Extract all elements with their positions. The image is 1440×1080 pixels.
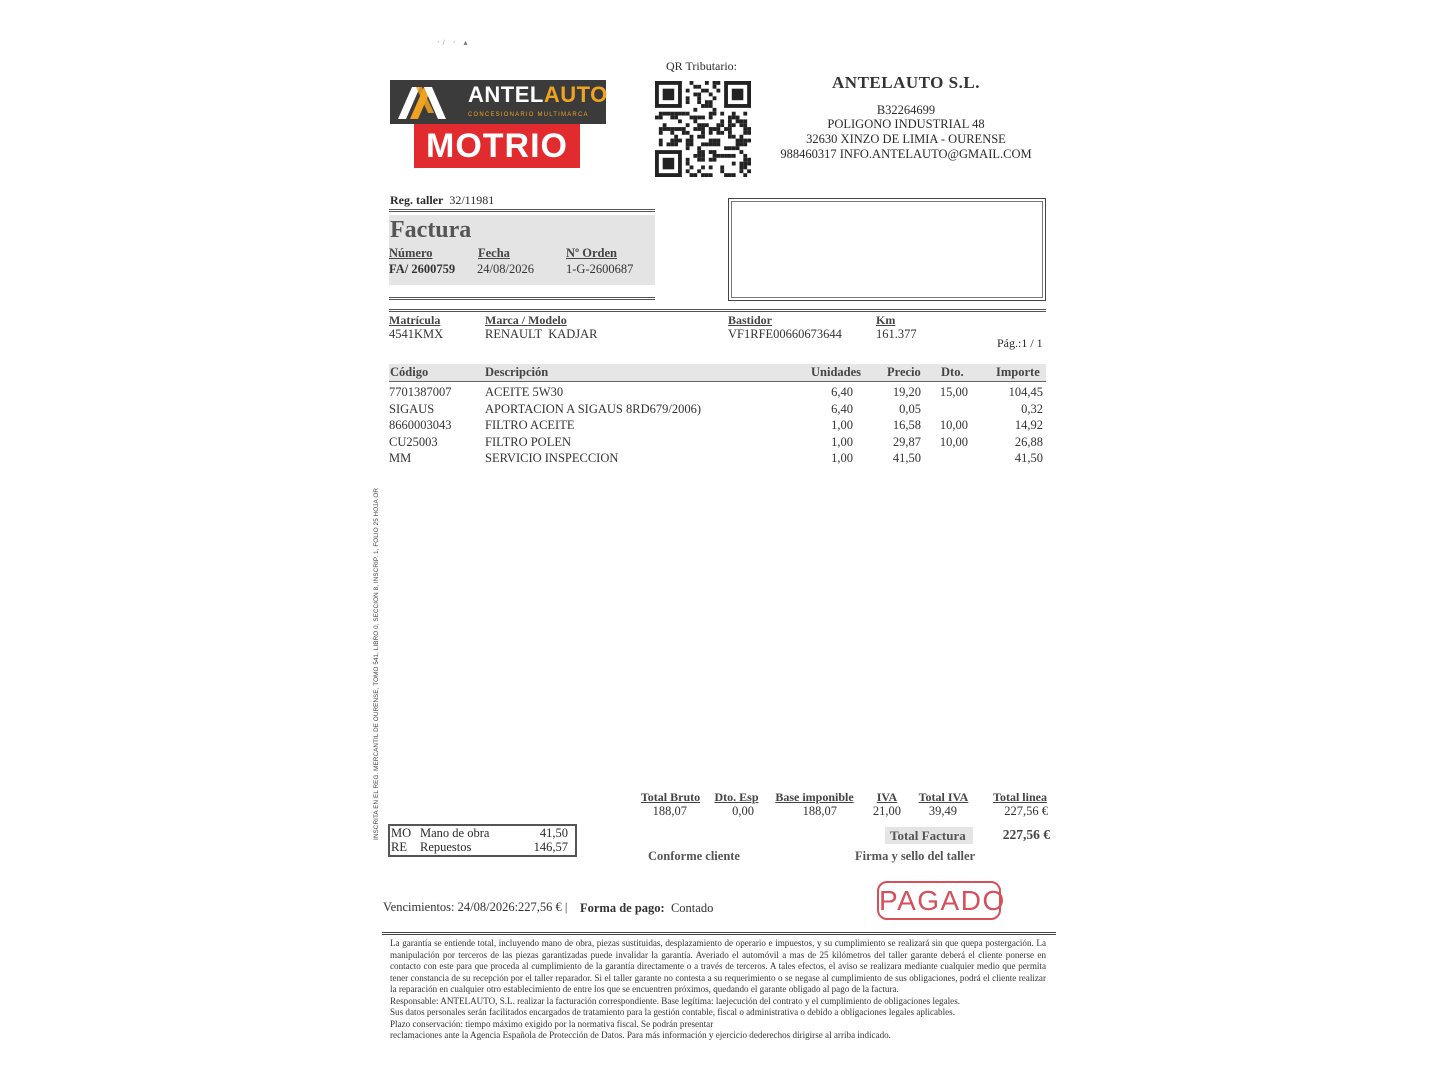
total-iva-label: Total IVA xyxy=(918,790,969,804)
cell-precio: 29,87 xyxy=(892,434,921,449)
logo-subtitle: CONCESIONARIO MULTIMARCA xyxy=(468,112,589,118)
matricula-label: Matrícula xyxy=(389,313,441,327)
table-row xyxy=(0,451,1440,468)
invoice-header-box xyxy=(389,209,655,301)
cell-unidades: 1,00 xyxy=(831,418,853,432)
km-label: Km xyxy=(876,313,896,327)
legal-text xyxy=(390,938,1046,1042)
total-linea-value: 227,56 € xyxy=(1004,804,1048,818)
logo-brand-text: ANTELAUTO xyxy=(468,82,608,107)
logo-top-band xyxy=(390,80,606,124)
company-contact: 988460317 INFO.ANTELAUTO@GMAIL.COM xyxy=(780,146,1032,161)
cell-importe: 0,32 xyxy=(1021,401,1043,416)
bastidor-value: VF1RFE00660673644 xyxy=(728,327,842,341)
bastidor-label: Bastidor xyxy=(728,313,773,327)
scan-mark: ·/ · ▴ xyxy=(437,38,471,47)
cell-importe: 104,45 xyxy=(1008,385,1043,399)
company-info xyxy=(775,73,1037,162)
cell-descripcion: APORTACION A SIGAUS 8RD679/2006) xyxy=(485,401,701,416)
paid-stamp: PAGADO xyxy=(877,881,1001,920)
forma-pago-label: Forma de pago: xyxy=(580,901,665,915)
invoice-title: Factura xyxy=(390,217,472,243)
col-descripcion: Descripción xyxy=(485,365,549,379)
total-linea-label: Total linea xyxy=(993,790,1047,804)
cell-descripcion: FILTRO POLEN xyxy=(485,434,572,449)
legal-data: Sus datos personales serán facilitados encargados de tratamiento para la gestión contable, fiscal o administrativa o debido a obligaciones legales aplicables. xyxy=(390,1007,955,1017)
reg-taller-label: Reg. taller xyxy=(390,193,444,207)
cell-descripcion: SERVICIO INSPECCION xyxy=(485,451,619,465)
registry-side-note: INSCRITA EN EL REG. MERCANTIL DE OURENSE, TOMO 541, LIBRO 0, SECCION 8, INSCRIP. 1, FOLIO 25 HOJA OR xyxy=(373,488,380,840)
cell-precio: 41,50 xyxy=(892,451,921,465)
mo-code: MO xyxy=(391,826,412,840)
total-factura-value: 227,56 € xyxy=(1002,827,1050,842)
firma-taller: Firma y sello del taller xyxy=(855,849,976,863)
company-logo xyxy=(390,80,606,170)
cell-descripcion: ACEITE 5W30 xyxy=(485,385,564,399)
total-iva-value: 39,49 xyxy=(928,804,957,818)
table-row xyxy=(0,385,1440,402)
col-codigo: Código xyxy=(390,365,429,379)
vencimientos: Vencimientos: 24/08/2026:227,56 € | xyxy=(383,900,568,914)
dto-esp-value: 0,00 xyxy=(732,804,754,818)
col-dto: Dto. xyxy=(941,365,964,379)
company-address-2: 32630 XINZO DE LIMIA - OURENSE xyxy=(806,132,1006,147)
mo-value: 41,50 xyxy=(539,826,568,840)
table-row xyxy=(0,435,1440,452)
legal-divider xyxy=(382,932,1056,935)
base-imponible-value: 188,07 xyxy=(802,804,837,818)
dto-esp-label: Dto. Esp xyxy=(714,790,759,804)
legal-responsable: Responsable: ANTELAUTO, S.L. realizar la facturación correspondiente. Base legítima: laejecución del contrato y el cumplimiento de obligaciones legales. xyxy=(390,995,961,1006)
client-box xyxy=(728,198,1046,301)
conforme-cliente: Conforme cliente xyxy=(648,849,740,863)
table-row xyxy=(0,402,1440,419)
legal-warranty: La garantía se entiende total, incluyendo mano de obra, piezas sustituidas, desplazamiento de operario e impuestos, y su cumplimiento se realizará sin que quepa postergación. La manipulación por terceros de las piezas garantizadas puede invalidar la garantía. Averiado el automóvil a mas de 25 kilómetros del taller garante deberá el cliente ponerse en contacto con este para que proceda al cumplimiento de la garantía directamente o a través de terceros. A tales efectos, el aviso se realizara mediante cualquier medio que permita tener constancia de su recepción por el taller reparador. Si el taller garante no contesta a su requerimiento o se negase al cumplimiento de sus obligaciones, podrá el cliente realizar la reparación en cualquier otro establecimiento de entre los que se encuentren próximos, quedando el garante obligado al pago de la factura. xyxy=(390,938,1046,994)
cell-importe: 14,92 xyxy=(1014,418,1043,432)
labor-parts-summary xyxy=(388,824,577,857)
cell-precio: 19,20 xyxy=(892,385,921,399)
fecha-label: Fecha xyxy=(478,246,510,260)
reg-taller-value: 32/11981 xyxy=(449,193,495,207)
vehicle-divider xyxy=(389,309,1046,312)
matricula-value: 4541KMX xyxy=(389,327,444,341)
qr-label: QR Tributario: xyxy=(666,59,738,73)
marca-value: RENAULT KADJAR xyxy=(485,327,598,341)
page-number: Pág.:1 / 1 xyxy=(997,336,1043,350)
cell-dto: 10,00 xyxy=(939,418,968,432)
cell-unidades: 1,00 xyxy=(831,451,853,465)
cell-unidades: 6,40 xyxy=(831,385,853,399)
table-row xyxy=(0,418,1440,435)
re-label: Repuestos xyxy=(420,840,472,854)
total-factura-label: Total Factura xyxy=(890,828,966,843)
invoice-number: FA/ 2600759 xyxy=(389,262,456,276)
cell-codigo: CU25003 xyxy=(389,434,438,449)
mo-label: Mano de obra xyxy=(420,826,490,840)
forma-pago xyxy=(580,901,713,916)
total-bruto-label: Total Bruto xyxy=(640,790,701,804)
cell-importe: 26,88 xyxy=(1014,434,1043,449)
company-name: ANTELAUTO S.L. xyxy=(832,73,980,92)
cell-precio: 0,05 xyxy=(899,401,921,416)
numero-label: Número xyxy=(389,246,433,260)
re-code: RE xyxy=(391,840,407,854)
col-unidades: Unidades xyxy=(811,365,862,379)
cell-unidades: 6,40 xyxy=(831,401,853,416)
legal-reclamaciones: reclamaciones ante la Agencia Española de Protección de Datos. Para más información y ejercicio dederechos dirigirse al arriba indicado. xyxy=(390,1030,891,1040)
cell-precio: 16,58 xyxy=(892,418,921,432)
cell-codigo: MM xyxy=(389,451,412,465)
forma-pago-value: Contado xyxy=(670,901,714,915)
qr-code-icon xyxy=(655,81,751,177)
re-value: 146,57 xyxy=(533,840,568,854)
km-value: 161.377 xyxy=(876,327,917,341)
cell-unidades: 1,00 xyxy=(831,434,853,449)
iva-label: IVA xyxy=(876,790,898,804)
col-precio: Precio xyxy=(887,365,921,379)
marca-label: Marca / Modelo xyxy=(485,313,567,327)
col-importe: Importe xyxy=(996,365,1040,379)
cell-dto: 10,00 xyxy=(939,434,968,449)
invoice-date: 24/08/2026 xyxy=(477,262,534,276)
order-number: 1-G-2600687 xyxy=(566,262,634,276)
total-bruto-value: 188,07 xyxy=(652,804,687,818)
reg-taller xyxy=(390,193,494,208)
iva-value: 21,00 xyxy=(872,804,901,818)
orden-label: Nº Orden xyxy=(566,246,618,260)
company-address-1: POLIGONO INDUSTRIAL 48 xyxy=(827,117,985,132)
cell-codigo: 7701387007 xyxy=(389,385,452,399)
cell-importe: 41,50 xyxy=(1014,451,1043,465)
company-cif: B32264699 xyxy=(876,102,936,117)
cell-codigo: SIGAUS xyxy=(389,401,435,416)
logo-motrio: MOTRIO xyxy=(414,124,580,168)
base-imponible-label: Base imponible xyxy=(775,790,854,804)
cell-descripcion: FILTRO ACEITE xyxy=(485,418,575,432)
legal-plazo: Plazo conservación: tiempo máximo exigido por la normativa fiscal. Se podrán presentar xyxy=(390,1018,714,1029)
cell-dto: 15,00 xyxy=(939,385,968,399)
cell-codigo: 8660003043 xyxy=(389,418,452,432)
antelauto-mark-icon xyxy=(394,83,450,121)
